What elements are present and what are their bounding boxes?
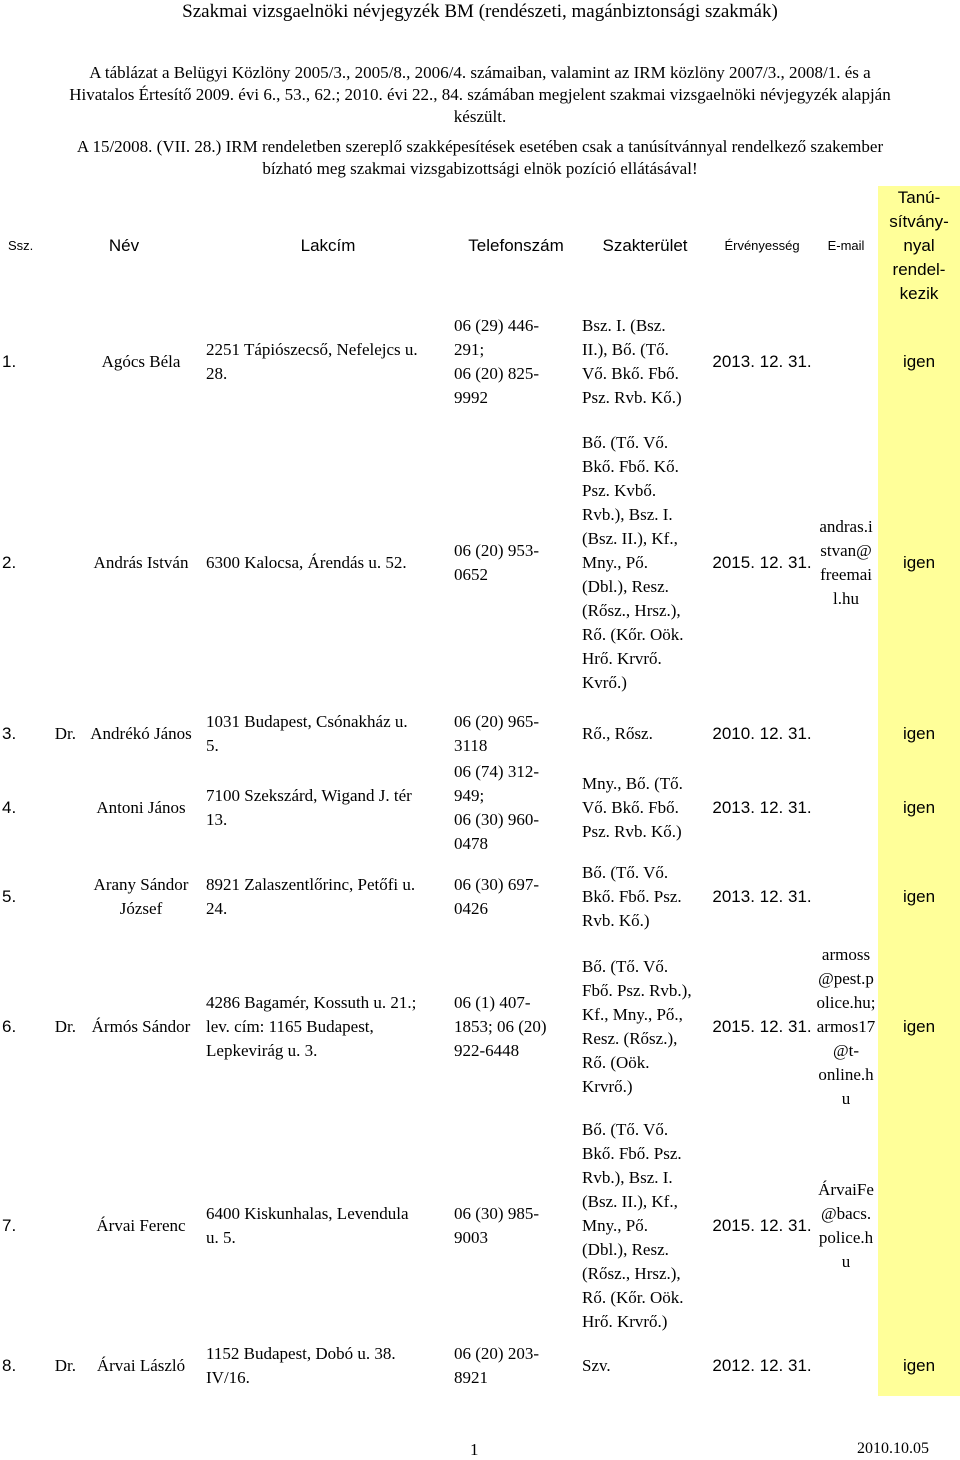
cell-email-line: armoss <box>821 945 871 964</box>
cell-phone-line: 922-6448 <box>454 1041 520 1060</box>
cell-specialty-line: Resz. (Rősz.), <box>582 1029 678 1048</box>
cell-specialty-line: Vő. Bkő. Fbő. <box>582 798 679 817</box>
cell-email-line: @pest.p <box>818 969 874 988</box>
cell-email-line: freemai <box>820 565 872 584</box>
cell-title-prefix <box>44 856 78 938</box>
cell-email-line: @bacs. <box>820 1204 872 1223</box>
cell-address <box>204 418 452 708</box>
cell-specialty <box>580 418 710 708</box>
header-telefon: Telefonszám <box>468 236 564 255</box>
cell-specialty-line: (Bsz. II.), Kf., <box>582 1192 678 1211</box>
cell-address-line: 7100 Szekszárd, Wigand J. tér <box>206 786 412 805</box>
cell-specialty <box>580 760 710 856</box>
cell-certificate: igen <box>878 418 960 708</box>
cell-address <box>204 1336 452 1396</box>
cell-email <box>814 760 878 856</box>
cell-address-line: 5. <box>206 736 219 755</box>
cell-address <box>204 1116 452 1336</box>
cell-ssz: 6. <box>2 1017 17 1036</box>
cell-specialty-line: Rő., Rősz. <box>582 724 653 743</box>
cell-specialty-line: (Rősz., Hrsz.), <box>582 1264 681 1283</box>
cell-ssz: 7. <box>2 1216 17 1235</box>
cell-certificate: igen <box>878 306 960 418</box>
note-line: bízható meg szakmai vizsgabizottsági elnök pozíció ellátásával! <box>262 159 698 178</box>
cell-title-prefix: Dr. <box>54 724 76 743</box>
cell-certificate: igen <box>878 856 960 938</box>
intro-line: készült. <box>453 107 507 126</box>
cell-specialty-line: Hrő. Krvrő. <box>582 649 662 668</box>
cell-specialty-line: Rő. (Kőr. Oök. <box>582 1288 684 1307</box>
cell-address-line: 28. <box>206 364 228 383</box>
cell-phone-line: 0478 <box>454 834 489 853</box>
cell-name <box>78 306 204 418</box>
cell-ssz: 5. <box>2 887 17 906</box>
table-row <box>0 708 960 760</box>
cell-specialty <box>580 1336 710 1396</box>
cell-phone <box>452 1116 580 1336</box>
cell-phone-line: 06 (30) 960- <box>454 810 539 829</box>
cell-specialty-line: Vő. Bkő. Fbő. <box>582 364 679 383</box>
cell-name <box>78 760 204 856</box>
cell-address <box>204 938 452 1116</box>
cell-phone-line: 06 (1) 407- <box>454 993 531 1012</box>
cell-title-prefix: Dr. <box>54 1017 76 1036</box>
header-ervenyesseg: Érvényesség <box>724 238 800 253</box>
header-lakcim: Lakcím <box>300 236 356 255</box>
cell-email-line: ÁrvaiFe <box>818 1180 874 1199</box>
cell-validity: 2010. 12. 31. <box>712 724 812 743</box>
cell-phone-line: 1853; 06 (20) <box>454 1017 547 1036</box>
cell-name-line: Antoni János <box>96 798 186 817</box>
cell-address-line: IV/16. <box>206 1368 250 1387</box>
cell-specialty-line: Bkő. Fbő. Kő. <box>582 457 679 476</box>
cell-name <box>78 418 204 708</box>
cell-phone <box>452 856 580 938</box>
cell-specialty <box>580 1116 710 1336</box>
intro-line: Hivatalos Értesítő 2009. évi 6., 53., 62.; 2010. évi 22., 84. számában megjelent szakmai vizsgaelnöki névjegyzék alapján <box>69 85 891 104</box>
cell-specialty-line: Psz. Kvbő. <box>582 481 657 500</box>
cell-email <box>814 1336 878 1396</box>
cell-specialty-line: Rvb.), Bsz. I. <box>582 505 673 524</box>
page-title: Szakmai vizsgaelnöki névjegyzék BM (rendészeti, magánbiztonsági szakmák) <box>182 1 778 22</box>
cell-specialty-line: Hrő. Krvrő.) <box>582 1312 668 1331</box>
intro-text <box>10 62 950 128</box>
cell-phone-line: 06 (20) 203- <box>454 1344 539 1363</box>
cell-address-line: 2251 Tápiószecső, Nefelejcs u. <box>206 340 418 359</box>
cell-validity: 2015. 12. 31. <box>712 1017 812 1036</box>
cell-phone-line: 06 (20) 825- <box>454 364 539 383</box>
cell-address-line: Lepkevirág u. 3. <box>206 1041 318 1060</box>
cell-name-line: Árvai Ferenc <box>96 1216 186 1235</box>
cell-address <box>204 856 452 938</box>
cell-address-line: 6300 Kalocsa, Árendás u. 52. <box>206 553 407 572</box>
cell-specialty-line: Krvrő.) <box>582 1077 633 1096</box>
cell-validity: 2013. 12. 31. <box>712 798 812 817</box>
cell-email-line: @t- <box>832 1041 860 1060</box>
header-nev: Név <box>108 236 140 255</box>
cell-specialty-line: Szv. <box>582 1356 611 1375</box>
cell-phone <box>452 760 580 856</box>
cell-validity: 2013. 12. 31. <box>712 352 812 371</box>
cell-specialty-line: Rő. (Kőr. Oök. <box>582 625 684 644</box>
cell-title-prefix <box>44 418 78 708</box>
cell-phone-line: 9003 <box>454 1228 489 1247</box>
cell-email <box>814 938 878 1116</box>
cell-email-line: police.h <box>818 1228 874 1247</box>
cell-title-prefix <box>44 306 78 418</box>
page-number: 1 <box>470 1440 479 1459</box>
cell-email <box>814 418 878 708</box>
intro-line: A táblázat a Belügyi Közlöny 2005/3., 2005/8., 2006/4. számaiban, valamint az IRM közlöny 2007/3., 2008/1. és a <box>89 63 871 82</box>
cell-email-line: olice.hu; <box>816 993 876 1012</box>
cell-phone-line: 06 (30) 697- <box>454 875 539 894</box>
cell-email-line: l.hu <box>833 589 859 608</box>
cell-phone-line: 949; <box>454 786 485 805</box>
cell-specialty-line: Rvb. Kő.) <box>582 911 650 930</box>
cell-address-line: 24. <box>206 899 228 918</box>
cell-phone <box>452 306 580 418</box>
cell-validity: 2015. 12. 31. <box>712 1216 812 1235</box>
cell-specialty-line: (Dbl.), Resz. <box>582 1240 669 1259</box>
cell-phone <box>452 1336 580 1396</box>
header-email: E-mail <box>827 238 865 253</box>
table-row <box>0 306 960 418</box>
cell-phone <box>452 938 580 1116</box>
cell-specialty <box>580 708 710 760</box>
cell-specialty-line: Mny., Bő. (Tő. <box>582 774 683 793</box>
cell-specialty-line: Rő. (Oök. <box>582 1053 650 1072</box>
cell-phone-line: 06 (20) 953- <box>454 541 539 560</box>
table-row <box>0 938 960 1116</box>
table-row <box>0 418 960 708</box>
cell-address-line: 8921 Zalaszentlőrinc, Petőfi u. <box>206 875 416 894</box>
cell-address-line: 1031 Budapest, Csónakház u. <box>206 712 408 731</box>
header-tan-line: rendel- <box>892 260 946 279</box>
cell-validity: 2012. 12. 31. <box>712 1356 812 1375</box>
cell-name-line: József <box>119 899 163 918</box>
cell-specialty-line: Bő. (Tő. Vő. <box>582 433 669 452</box>
cell-phone-line: 06 (74) 312- <box>454 762 539 781</box>
cell-address <box>204 708 452 760</box>
cell-email-line: andras.i <box>819 517 873 536</box>
cell-ssz: 3. <box>2 724 17 743</box>
cell-address-line: u. 5. <box>206 1228 236 1247</box>
note-line: A 15/2008. (VII. 28.) IRM rendeletben szereplő szakképesítések esetében csak a tanúsítvánnyal rendelkező szakember <box>76 137 884 156</box>
table-row <box>0 1116 960 1336</box>
table-row <box>0 760 960 856</box>
cell-phone-line: 0652 <box>454 565 489 584</box>
header-tan-line: Tanú- <box>897 188 941 207</box>
certificate-note <box>10 136 950 180</box>
cell-name <box>78 856 204 938</box>
cell-specialty-line: (Dbl.), Resz. <box>582 577 669 596</box>
cell-specialty <box>580 938 710 1116</box>
cell-specialty-line: Fbő. Psz. Rvb.), <box>582 981 692 1000</box>
cell-phone-line: 06 (20) 965- <box>454 712 539 731</box>
cell-certificate: igen <box>878 760 960 856</box>
cell-email <box>814 1116 878 1336</box>
cell-specialty-line: Psz. Rvb. Kő.) <box>582 822 682 841</box>
cell-address <box>204 760 452 856</box>
cell-phone <box>452 418 580 708</box>
table-row <box>0 856 960 938</box>
cell-address <box>204 306 452 418</box>
cell-email-line: armos17 <box>816 1017 876 1036</box>
header-ssz: Ssz. <box>8 238 34 253</box>
cell-phone-line: 0426 <box>454 899 489 918</box>
header-tanusitvany <box>878 186 960 306</box>
cell-address-line: 4286 Bagamér, Kossuth u. 21.; <box>206 993 417 1012</box>
cell-email-line: u <box>841 1252 851 1271</box>
cell-validity: 2013. 12. 31. <box>712 887 812 906</box>
cell-specialty <box>580 856 710 938</box>
cell-name-line: Ármós Sándor <box>91 1017 191 1036</box>
examiner-table <box>0 186 960 1396</box>
cell-name-line: Agócs Béla <box>101 352 181 371</box>
cell-email-line: online.h <box>818 1065 874 1084</box>
cell-email-line: u <box>841 1089 851 1108</box>
cell-title-prefix <box>44 1116 78 1336</box>
header-tan-line: kezik <box>899 284 939 303</box>
cell-validity: 2015. 12. 31. <box>712 553 812 572</box>
cell-name <box>78 938 204 1116</box>
cell-specialty-line: Bő. (Tő. Vő. <box>582 863 669 882</box>
cell-phone-line: 8921 <box>454 1368 489 1387</box>
cell-name-line: András István <box>93 553 189 572</box>
cell-specialty-line: II.), Bő. (Tő. <box>582 340 669 359</box>
cell-title-prefix: Dr. <box>54 1356 76 1375</box>
cell-phone-line: 9992 <box>454 388 489 407</box>
cell-ssz: 4. <box>2 798 17 817</box>
cell-specialty-line: Psz. Rvb. Kő.) <box>582 388 682 407</box>
footer-date: 2010.10.05 <box>857 1440 929 1457</box>
cell-specialty <box>580 306 710 418</box>
cell-title-prefix <box>44 760 78 856</box>
cell-name-line: Árvai László <box>96 1356 186 1375</box>
cell-specialty-line: Mny., Pő. <box>582 553 648 572</box>
cell-specialty-line: Kvrő.) <box>582 673 627 692</box>
cell-phone-line: 291; <box>454 340 485 359</box>
cell-specialty-line: Kf., Mny., Pő., <box>582 1005 683 1024</box>
cell-specialty-line: Bő. (Tő. Vő. <box>582 1120 669 1139</box>
cell-name-line: Andrékó János <box>90 724 192 743</box>
cell-name <box>78 1336 204 1396</box>
cell-certificate <box>878 1116 960 1336</box>
cell-address-line: 6400 Kiskunhalas, Levendula <box>206 1204 409 1223</box>
cell-email-line: stvan@ <box>820 541 872 560</box>
cell-specialty-line: (Bsz. II.), Kf., <box>582 529 678 548</box>
cell-email <box>814 856 878 938</box>
cell-phone-line: 3118 <box>454 736 488 755</box>
cell-certificate: igen <box>878 938 960 1116</box>
cell-email <box>814 708 878 760</box>
cell-address-line: 13. <box>206 810 228 829</box>
cell-address-line: 1152 Budapest, Dobó u. 38. <box>206 1344 396 1363</box>
cell-ssz: 2. <box>2 553 17 572</box>
table-row <box>0 1336 960 1396</box>
cell-certificate: igen <box>878 1336 960 1396</box>
cell-certificate: igen <box>878 708 960 760</box>
cell-name <box>78 1116 204 1336</box>
cell-ssz: 8. <box>2 1356 17 1375</box>
table-header-row <box>0 186 960 306</box>
cell-name <box>78 708 204 760</box>
cell-email <box>814 306 878 418</box>
cell-specialty-line: Bő. (Tő. Vő. <box>582 957 669 976</box>
cell-specialty-line: Bsz. I. (Bsz. <box>582 316 666 335</box>
cell-phone-line: 06 (30) 985- <box>454 1204 539 1223</box>
cell-name-line: Arany Sándor <box>93 875 189 894</box>
cell-specialty-line: Mny., Pő. <box>582 1216 648 1235</box>
cell-phone <box>452 708 580 760</box>
header-szakterulet: Szakterület <box>602 236 688 255</box>
header-tan-line: nyal <box>903 236 935 255</box>
cell-address-line: lev. cím: 1165 Budapest, <box>206 1017 374 1036</box>
cell-specialty-line: Bkő. Fbő. Psz. <box>582 1144 682 1163</box>
cell-specialty-line: (Rősz., Hrsz.), <box>582 601 681 620</box>
cell-specialty-line: Rvb.), Bsz. I. <box>582 1168 673 1187</box>
cell-specialty-line: Bkő. Fbő. Psz. <box>582 887 682 906</box>
cell-ssz: 1. <box>2 352 17 371</box>
header-tan-line: sítvány- <box>889 212 949 231</box>
cell-phone-line: 06 (29) 446- <box>454 316 539 335</box>
